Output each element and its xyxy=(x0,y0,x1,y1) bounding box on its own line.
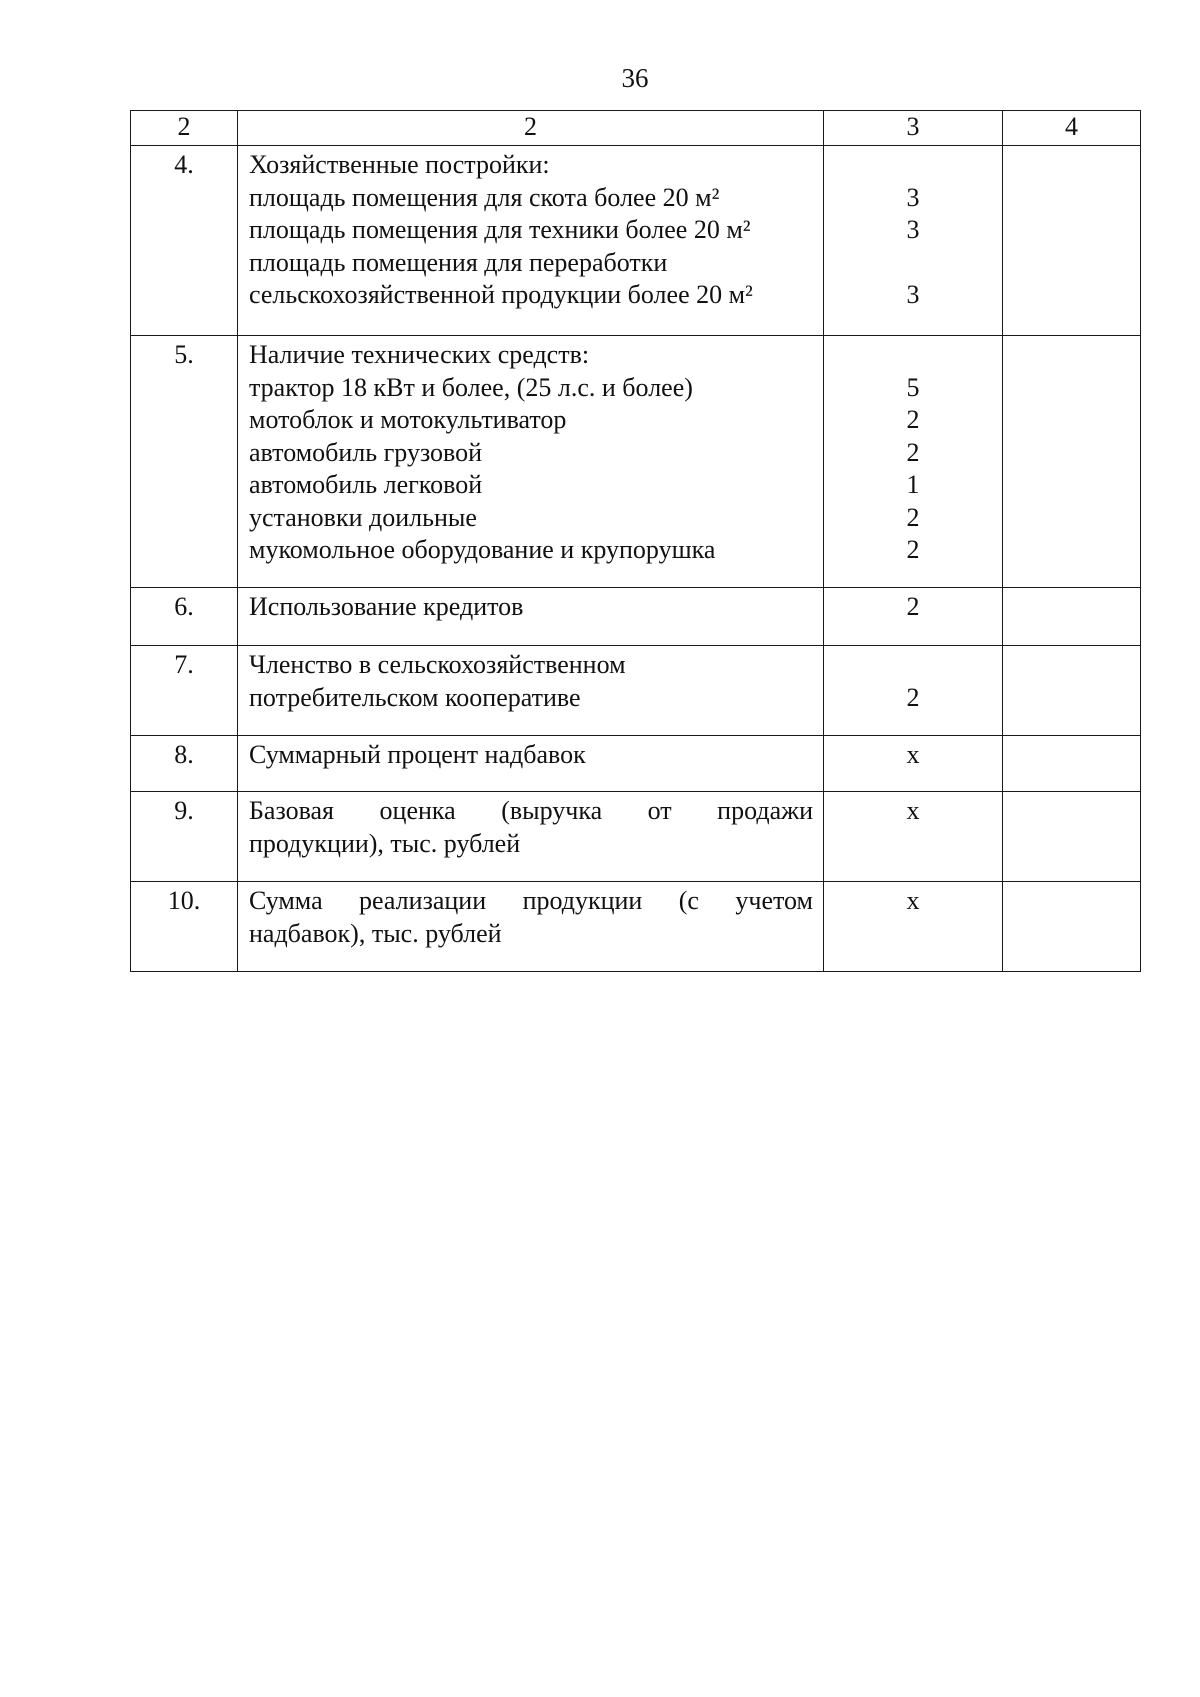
header-cell: 2 xyxy=(238,111,824,146)
row-description xyxy=(238,646,824,736)
row-description xyxy=(238,588,824,646)
description-line: мукомольное оборудование и крупорушка xyxy=(249,535,716,564)
row-description xyxy=(238,882,824,972)
table-row xyxy=(131,792,1141,882)
value-line: х xyxy=(906,740,920,769)
description-line: автомобиль легковой xyxy=(249,470,483,499)
row-empty-cell xyxy=(1003,882,1141,972)
row-empty-cell xyxy=(1003,646,1141,736)
description-line: потребительском кооперативе xyxy=(249,682,581,712)
description-line: продукции), тыс. рублей xyxy=(249,828,521,858)
table-row xyxy=(131,882,1141,972)
description-line: установки доильные xyxy=(249,502,477,532)
row-values xyxy=(824,336,1003,588)
table-row xyxy=(131,646,1141,736)
value-line: 2 xyxy=(906,592,920,621)
header-cell: 3 xyxy=(824,111,1003,146)
page-number: 36 xyxy=(621,63,649,93)
row-empty-cell xyxy=(1003,792,1141,882)
row-values xyxy=(824,882,1003,972)
table-row xyxy=(131,588,1141,646)
table-header-row xyxy=(131,111,1141,146)
value-line: х xyxy=(906,796,920,825)
table-row xyxy=(131,146,1141,336)
row-values xyxy=(824,736,1003,792)
value-line: 2 xyxy=(906,405,920,434)
row-empty-cell xyxy=(1003,736,1141,792)
description-line: площадь помещения для техники более 20 м² xyxy=(249,215,751,244)
header-cell: 2 xyxy=(131,111,238,146)
value-line: 1 xyxy=(906,470,920,499)
row-number: 8. xyxy=(131,736,238,792)
description-line: Суммарный процент надбавок xyxy=(249,740,586,769)
table-row xyxy=(131,736,1141,792)
row-number: 5. xyxy=(131,336,238,588)
description-line: площадь помещения для переработки xyxy=(249,247,668,277)
value-line: 2 xyxy=(906,437,920,467)
value-line: 3 xyxy=(906,280,920,309)
row-number: 7. xyxy=(131,646,238,736)
row-values xyxy=(824,146,1003,336)
row-empty-cell xyxy=(1003,588,1141,646)
row-values xyxy=(824,792,1003,882)
description-line: Базовая оценка (выручка от продажи xyxy=(249,796,813,825)
value-line: 2 xyxy=(906,502,920,532)
row-number: 4. xyxy=(131,146,238,336)
row-values xyxy=(824,588,1003,646)
description-line: надбавок), тыс. рублей xyxy=(249,918,502,948)
row-description xyxy=(238,792,824,882)
description-line: Членство в сельскохозяйственном xyxy=(249,650,626,679)
description-line: площадь помещения для скота более 20 м² xyxy=(249,182,720,212)
description-line: мотоблок и мотокультиватор xyxy=(249,405,567,434)
description-line: автомобиль грузовой xyxy=(249,437,483,467)
row-number: 6. xyxy=(131,588,238,646)
row-description xyxy=(238,336,824,588)
criteria-table xyxy=(130,110,1141,972)
description-line: Наличие технических средств: xyxy=(249,340,590,369)
value-line: 2 xyxy=(906,535,920,564)
description-line: Использование кредитов xyxy=(249,592,524,621)
description-line: Сумма реализации продукции (с учетом xyxy=(249,886,813,915)
row-description xyxy=(238,146,824,336)
description-line: Хозяйственные постройки: xyxy=(249,150,550,179)
value-line: 3 xyxy=(906,182,920,212)
description-line: сельскохозяйственной продукции более 20 м² xyxy=(249,280,753,309)
header-cell: 4 xyxy=(1003,111,1141,146)
description-line: трактор 18 кВт и более, (25 л.с. и более) xyxy=(249,372,693,402)
value-line: 2 xyxy=(906,682,920,712)
row-description xyxy=(238,736,824,792)
value-line: х xyxy=(906,886,920,915)
value-line: 5 xyxy=(906,372,920,402)
row-number: 10. xyxy=(131,882,238,972)
row-empty-cell xyxy=(1003,336,1141,588)
row-number: 9. xyxy=(131,792,238,882)
table-row xyxy=(131,336,1141,588)
row-empty-cell xyxy=(1003,146,1141,336)
value-line: 3 xyxy=(906,215,920,244)
row-values xyxy=(824,646,1003,736)
